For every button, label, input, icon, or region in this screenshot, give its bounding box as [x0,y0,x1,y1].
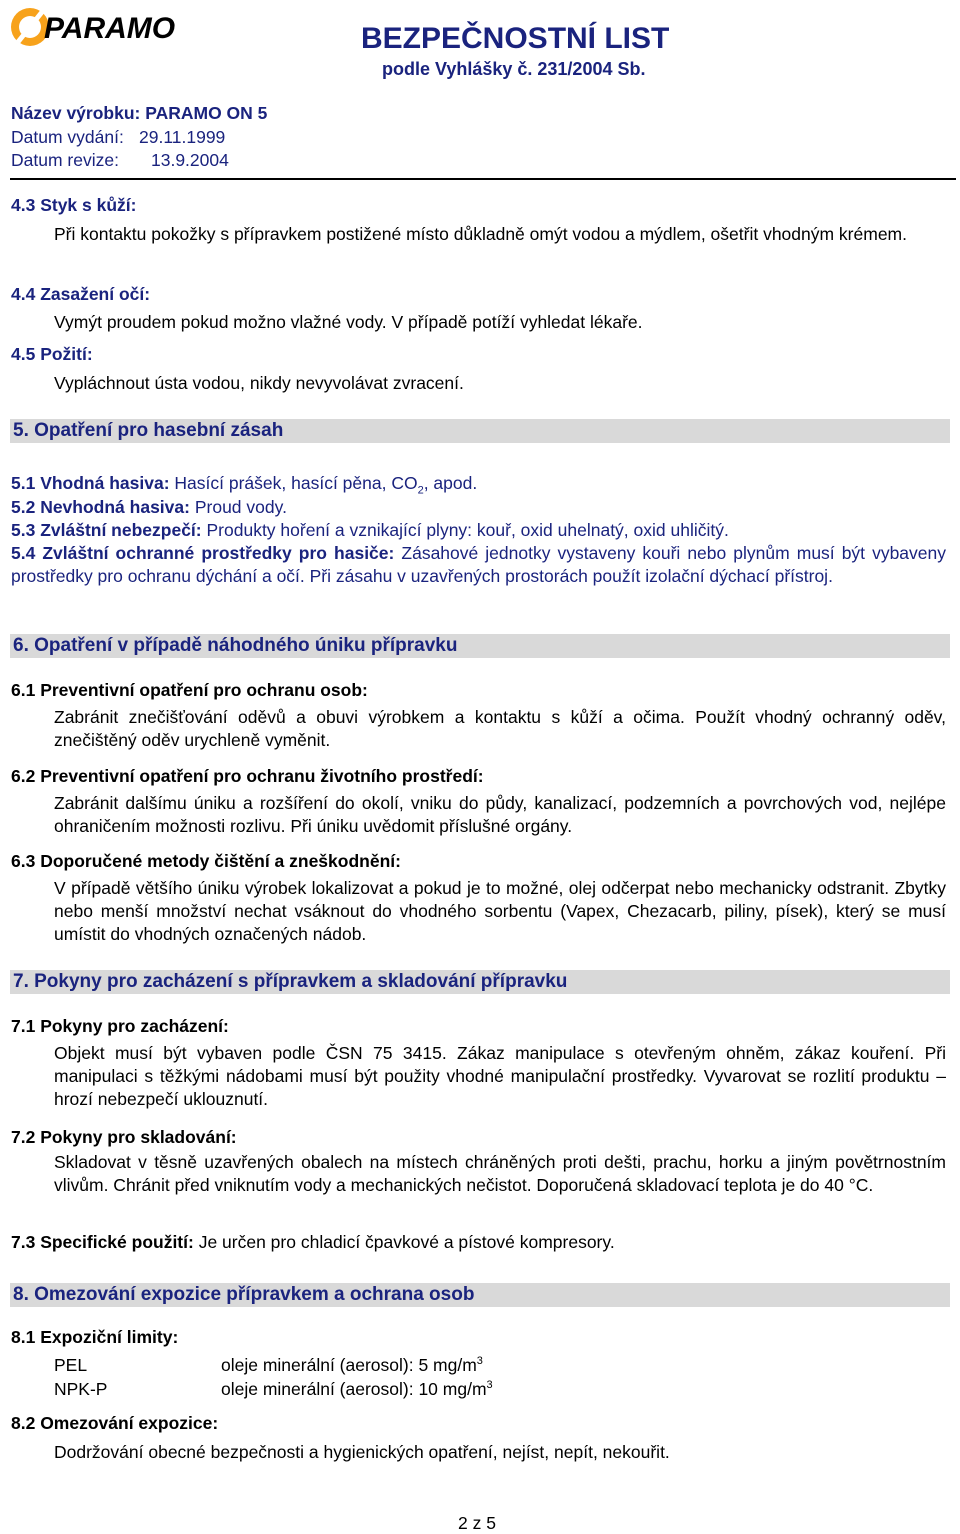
s6-1-title: 6.1 Preventivní opatření pro ochranu osob: [11,680,368,700]
s5-4-label: 5.4 Zvláštní ochranné prostředky pro hasiče: [11,543,395,563]
s4-5-title: 4.5 Požití: [11,344,93,364]
s4-4-text: Vymýt proudem pokud možno vlažné vody. V případě potíží vyhledat lékaře. [54,312,643,332]
s5-3-row [11,519,729,541]
s4-3-text: Při kontaktu pokožky s přípravkem postižené místo důkladně omýt vodou a mýdlem, ošetřit vhodným krémem. [54,224,907,244]
s5-1-label: 5.1 Vhodná hasiva: [11,473,170,493]
s7-3-text: Je určen pro chladicí čpavkové a pístové kompresory. [198,1232,615,1252]
page-number: 2 z 5 [458,1513,496,1533]
paramo-logo-mark [8,2,208,52]
s6-2-text: Zabránit dalšímu úniku a rozšíření do okolí, vniku do půdy, kanalizací, podzemních a povrchových vod, nejlépe ohraničením možnosti rozlivu. Při úniku uvědomit příslušné orgány. [54,793,946,836]
s5-1-sub: 2 [417,484,424,497]
s5-2-text: Proud vody. [194,497,287,517]
limit-row [54,1354,87,1376]
s6-3-text: V případě většího úniku výrobek lokalizovat a pokud je to možné, olej odčerpat nebo mechanicky odstranit. Zbytky nebo menší množství nechat vsáknout do vhodného sorbentu (Vapex, Chezacarb, piliny, písek), který se musí umístit do vhodných označených nádob. [54,878,946,944]
s7-3-row [11,1231,615,1253]
s4-3-title: 4.3 Styk s kůží: [11,195,137,215]
section-8-heading: 8. Omezování expozice přípravkem a ochrana osob [10,1283,950,1307]
s5-3-label: 5.3 Zvláštní nebezpečí: [11,520,202,540]
issue-date-label: Datum vydání: [11,127,124,147]
s5-1-text-a: Hasící prášek, hasící pěna, CO [174,473,418,493]
s6-3-title: 6.3 Doporučené metody čištění a zneškodnění: [11,851,401,871]
revision-date-value: 13.9.2004 [151,150,229,170]
s5-1-row [11,472,478,497]
s6-2-title: 6.2 Preventivní opatření pro ochranu životního prostředí: [11,766,484,786]
product-name: Název výrobku: PARAMO ON 5 [11,103,268,123]
limit-code: NPK-P [54,1379,108,1399]
s4-4-title: 4.4 Zasažení očí: [11,284,151,304]
s7-2-title: 7.2 Pokyny pro skladování: [11,1127,237,1147]
issue-date-value: 29.11.1999 [139,127,226,147]
limit-value: oleje minerální (aerosol): 5 $mg/m^3$ [221,1355,483,1375]
s7-2-text: Skladovat v těsně uzavřených obalech na místech chráněných proti dešti, prachu, horku a jiným povětrnostním vlivům. Chránit před vniknutím vody a mechanických nečistot. Doporučená skladovací teplota je do 40 °C. [54,1152,946,1195]
paramo-logo [8,2,208,52]
header-divider [10,178,956,180]
limit-row [54,1378,107,1400]
section-6-heading: 6. Opatření v případě náhodného úniku přípravku [10,634,950,658]
s4-5-text: Vypláchnout ústa vodou, nikdy nevyvolávat zvracení. [54,373,464,393]
limit-value: oleje minerální (aerosol): 10 $mg/m^3$ [221,1379,493,1399]
s7-1-text: Objekt musí být vybaven podle ČSN 75 3415. Zákaz manipulace s otevřeným ohněm, zákaz kouření. Při manipulaci s těžkými nádobami musí být použity vhodné manipulační prostředky. Vyvarovat se rozlití produktu – hrozí nebezpečí uklouznutí. [54,1043,946,1109]
s5-2-row [11,496,287,518]
issue-date-row [11,126,226,148]
s5-4-text: Zásahové jednotky vystaveny kouři nebo plynům musí být vybaveny prostředky pro ochranu dýchání a očí. Při zásahu v uzavřených prostorách použít izolační dýchací přístroj. [11,543,947,586]
s8-1-title: 8.1 Expoziční limity: [11,1327,179,1347]
s8-2-title: 8.2 Omezování expozice: [11,1413,219,1433]
s5-4-row [11,542,946,588]
s7-1-title: 7.1 Pokyny pro zacházení: [11,1016,229,1036]
s6-1-text: Zabránit znečišťování oděvů a obuvi výrobkem a kontaktu s kůží a očima. Použít vhodný ochranný oděv, znečištěný oděv urychleně vyměnit. [54,707,946,750]
document-title: BEZPEČNOSTNÍ LIST [361,22,670,55]
s5-3-text: Produkty hoření a vznikající plyny: kouř, oxid uhelnatý, oxid uhličitý. [206,520,729,540]
revision-date-row [11,149,229,171]
section-5-heading: 5. Opatření pro hasební zásah [10,419,950,443]
s5-2-label: 5.2 Nevhodná hasiva: [11,497,190,517]
revision-date-label: Datum revize: [11,150,119,170]
s5-1-text-b: , apod. [423,473,478,493]
limit-code: PEL [54,1355,88,1375]
s8-2-text: Dodržování obecné bezpečnosti a hygienických opatření, nejíst, nepít, nekouřit. [54,1442,670,1462]
document-subtitle: podle Vyhlášky č. 231/2004 Sb. [382,59,646,79]
s7-3-label: 7.3 Specifické použití: [11,1232,194,1252]
section-7-heading: 7. Pokyny pro zacházení s přípravkem a skladování přípravku [10,970,950,994]
svg-text:PARAMO: PARAMO [44,12,176,45]
